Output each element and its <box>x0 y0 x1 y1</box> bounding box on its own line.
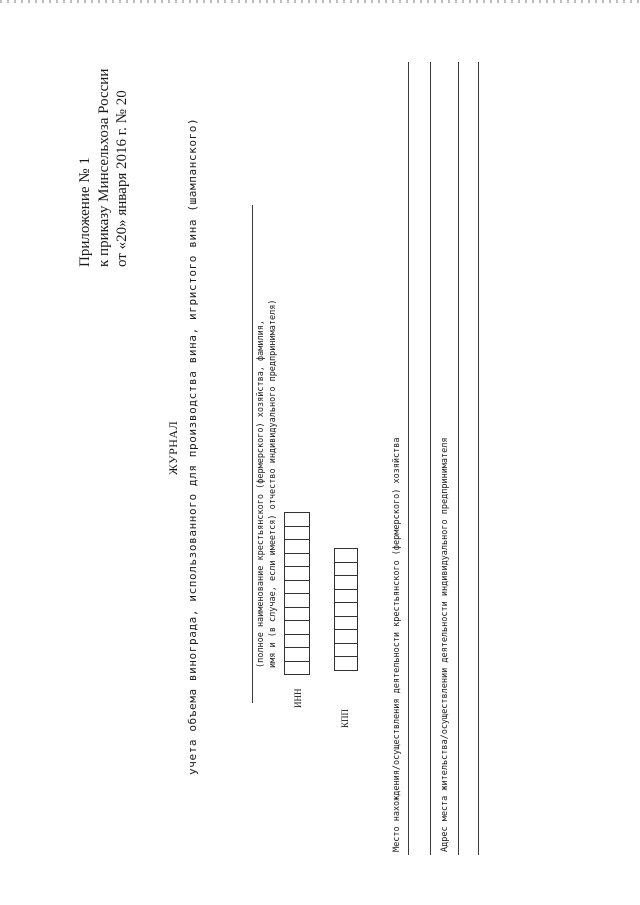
kpp-digit-box[interactable] <box>334 630 358 644</box>
inn-digit-box[interactable] <box>284 513 310 527</box>
order-date: от «20» января 2016 г. № 20 <box>114 90 130 267</box>
kpp-digit-box[interactable] <box>334 644 358 658</box>
kpp-digit-box[interactable] <box>334 590 358 604</box>
kpp-digit-box[interactable] <box>334 576 358 590</box>
inn-digit-box[interactable] <box>284 527 310 541</box>
kpp-digit-box[interactable] <box>334 617 358 631</box>
inn-digit-box[interactable] <box>284 635 310 649</box>
owner-caption-line2: имя и (в случае, если имеется) отчество индивидуального предпринимателя) <box>268 299 278 668</box>
kpp-digit-box[interactable] <box>334 549 358 563</box>
scan-edge <box>0 0 640 3</box>
kpp-digit-box[interactable] <box>334 657 358 671</box>
farm-location-label: Место нахождения/осуществления деятельности крестьянского (фермерского) хозяйства <box>392 437 402 852</box>
appendix-number: Приложение № 1 <box>77 157 93 267</box>
kpp-digit-box[interactable] <box>334 603 358 617</box>
inn-digit-box[interactable] <box>284 662 310 676</box>
journal-title: ЖУРНАЛ <box>166 420 180 475</box>
inn-digit-box[interactable] <box>284 594 310 608</box>
inn-digit-box[interactable] <box>284 621 310 635</box>
inn-digit-box[interactable] <box>284 648 310 662</box>
kpp-cells[interactable] <box>334 548 358 671</box>
inn-cells[interactable] <box>284 512 310 675</box>
order-reference: к приказу Минсельхоза России <box>96 68 112 267</box>
inn-digit-box[interactable] <box>284 608 310 622</box>
inn-digit-box[interactable] <box>284 540 310 554</box>
owner-name-line <box>252 205 253 703</box>
inn-digit-box[interactable] <box>284 567 310 581</box>
farm-location-line-1 <box>408 62 409 855</box>
inn-digit-box[interactable] <box>284 581 310 595</box>
inn-digit-box[interactable] <box>284 554 310 568</box>
ip-address-line-1 <box>458 62 459 855</box>
journal-subtitle: учета объема винограда, использованного для производства вина, игристого вина (шампанского) <box>186 117 199 775</box>
kpp-digit-box[interactable] <box>334 563 358 577</box>
owner-caption-line1: (полное наименование крестьянского (фермерского) хозяйства, фамилия, <box>256 320 266 668</box>
ip-address-line-2 <box>478 62 479 855</box>
farm-location-line-2 <box>430 62 431 855</box>
kpp-label: КПП <box>340 708 350 728</box>
inn-label: ИНН <box>293 688 303 708</box>
ip-address-label: Адрес места жительства/осуществлении деятельности индивидуального предпринимателя <box>440 437 450 852</box>
